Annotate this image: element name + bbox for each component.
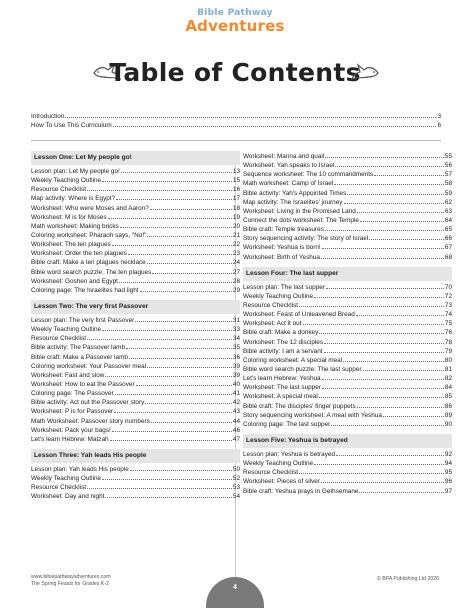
toc-entry[interactable] <box>243 419 452 428</box>
toc-entry[interactable] <box>31 361 240 370</box>
dot-leader <box>136 379 232 386</box>
toc-entry-label: Worksheet: P is for Passover <box>31 408 114 416</box>
toc-entry-label: Worksheet: Yah speaks to Israel <box>243 162 335 170</box>
dot-leader <box>331 419 444 426</box>
toc-entry-page: 80 <box>444 356 452 364</box>
toc-entry-page: 54 <box>232 493 240 501</box>
toc-entry-page: 95 <box>444 469 452 477</box>
dot-leader <box>383 410 444 417</box>
dot-leader <box>319 391 444 398</box>
toc-entry-page: 62 <box>444 198 452 206</box>
toc-entry-label: Worksheet: Pack your bags! <box>31 426 111 434</box>
dot-leader <box>140 285 232 292</box>
toc-entry[interactable] <box>243 151 452 160</box>
toc-entry-label: Map activity: The Israelites' journey <box>243 198 343 206</box>
dot-leader <box>152 267 232 274</box>
toc-entry-label: Math worksheet: Making bricks <box>31 222 119 230</box>
toc-entry[interactable] <box>31 193 240 202</box>
toc-entry[interactable] <box>31 175 240 184</box>
toc-entry[interactable] <box>31 239 240 248</box>
toc-entry[interactable] <box>243 309 452 318</box>
toc-entry-page: 33 <box>232 326 240 334</box>
toc-entry-page: 52 <box>232 475 240 483</box>
toc-entry[interactable] <box>31 397 240 406</box>
toc-entry-page: 72 <box>444 292 452 300</box>
dot-leader <box>321 476 444 483</box>
toc-entry[interactable] <box>31 379 240 388</box>
toc-entry-page: 57 <box>444 171 452 179</box>
toc-entry-page: 50 <box>232 465 240 473</box>
toc-entry-page: 78 <box>444 338 452 346</box>
dot-leader <box>303 318 444 325</box>
toc-entry[interactable] <box>31 111 441 120</box>
footer-subtitle: The Spring Feasts for Grades K-2 <box>31 581 109 587</box>
dot-leader <box>325 151 444 158</box>
dot-leader <box>347 188 444 195</box>
toc-entry-page: 53 <box>232 484 240 492</box>
toc-entry-label: Resource Checklist <box>31 335 87 343</box>
dot-leader <box>87 333 232 340</box>
toc-entry-label: Bible craft: Make a ten plagues necklace <box>31 259 146 267</box>
lesson-heading: Lesson Four: The last supper <box>243 267 452 281</box>
toc-entry-page: 76 <box>444 329 452 337</box>
toc-entry-page: 86 <box>444 402 452 410</box>
toc-entry[interactable] <box>31 212 240 221</box>
toc-entry[interactable] <box>31 230 240 239</box>
dot-leader <box>108 212 232 219</box>
dot-leader <box>336 449 444 456</box>
dot-leader <box>335 160 444 167</box>
toc-entry[interactable] <box>243 355 452 364</box>
dot-leader <box>129 352 232 359</box>
logo-line-1: Bible Pathway <box>197 8 273 18</box>
toc-entry-label: Lesson plan: The last supper <box>243 283 325 291</box>
toc-entry[interactable] <box>31 491 240 500</box>
toc-entry[interactable] <box>31 406 240 415</box>
dot-leader <box>112 239 232 246</box>
toc-entry-page: 42 <box>232 399 240 407</box>
toc-entry[interactable] <box>31 388 240 397</box>
dot-leader <box>120 221 232 228</box>
toc-entry[interactable] <box>243 206 452 215</box>
toc-entry-label: Weekly Teaching Outline <box>243 460 314 468</box>
toc-entry-label: Let's learn Hebrew: Matzah <box>31 435 109 443</box>
toc-entry-page: 79 <box>444 347 452 355</box>
toc-entry-label: Bible activity: Act out the Passover story <box>31 399 145 407</box>
dot-leader <box>357 401 444 408</box>
toc-entry-label: Worksheet: Manna and quail <box>243 153 325 160</box>
dot-leader <box>325 224 444 231</box>
toc-entry-page: 67 <box>444 244 452 252</box>
toc-entry-label: Bible activity: I am a servant <box>243 347 323 355</box>
dot-leader <box>356 309 444 316</box>
toc-entry-page: 34 <box>232 335 240 343</box>
dot-leader <box>299 300 444 307</box>
toc-entry-page: 15 <box>232 177 240 185</box>
toc-entry[interactable] <box>243 291 452 300</box>
toc-entry-page: 90 <box>444 420 452 428</box>
dot-leader <box>114 406 232 413</box>
toc-entry[interactable] <box>243 300 452 309</box>
toc-entry-label: Bible word search puzzle: The ten plagues <box>31 268 152 276</box>
dot-leader <box>357 206 444 213</box>
toc-entry-label: Coloring worksheet: Pharaoh says, "No!" <box>31 231 147 239</box>
toc-entry-page: 59 <box>444 189 452 197</box>
toc-entry[interactable] <box>243 467 452 476</box>
toc-entry-label: Worksheet: Act it out <box>243 320 302 328</box>
toc-entry[interactable] <box>31 184 240 193</box>
dot-leader <box>359 486 443 493</box>
toc-entry[interactable] <box>31 416 240 425</box>
toc-entry[interactable] <box>31 285 240 294</box>
dot-leader <box>110 434 232 441</box>
dot-leader <box>299 467 444 474</box>
toc-entry[interactable] <box>243 410 452 419</box>
dove-right-icon <box>350 63 380 83</box>
toc-entry-page: 44 <box>232 417 240 425</box>
toc-entry[interactable] <box>243 169 452 178</box>
toc-entry-page: 22 <box>232 241 240 249</box>
toc-entry-page: 36 <box>232 353 240 361</box>
toc-entry-page: 82 <box>444 375 452 383</box>
toc-entry-page: 68 <box>444 253 452 261</box>
logo-line-2: Adventures <box>185 17 285 35</box>
toc-entry-label: Story sequencing activity: The story of Israel <box>243 235 369 243</box>
toc-entry-label: Weekly Teaching Outline <box>243 292 314 300</box>
toc-entry-page: 74 <box>444 311 452 319</box>
toc-entry-page: 81 <box>444 365 452 373</box>
lesson-heading: Lesson Five: Yeshua is betrayed <box>243 434 452 448</box>
dot-leader <box>324 346 444 353</box>
dot-leader <box>119 276 232 283</box>
dot-leader <box>65 111 436 118</box>
toc-entry-label: Sequence worksheet: The 10 commandments <box>243 171 374 179</box>
toc-entry-label: Bible craft: Make a donkey <box>243 329 319 337</box>
dot-leader <box>105 370 231 377</box>
dot-leader <box>322 382 444 389</box>
toc-entry[interactable] <box>31 257 240 266</box>
toc-entry[interactable] <box>31 342 240 351</box>
dot-leader <box>87 482 232 489</box>
toc-entry[interactable] <box>243 160 452 169</box>
toc-entry[interactable] <box>243 215 452 224</box>
toc-entry-page: 58 <box>444 180 452 188</box>
toc-entry-label: How To Use This Curriculum <box>31 122 112 130</box>
lesson-heading: Lesson Three: Yah leads His people <box>31 449 240 463</box>
toc-entry-page: 89 <box>444 411 452 419</box>
toc-entry-label: Worksheet: Fast and slow <box>31 371 105 379</box>
toc-entry-label: Bible craft: Make a Passover lamb <box>31 353 128 361</box>
toc-entry-page: 92 <box>444 450 452 458</box>
toc-entry-label: Weekly Teaching Outline <box>31 326 102 334</box>
toc-entry-page: 41 <box>232 390 240 398</box>
toc-entry-label: Resource Checklist <box>243 301 299 309</box>
toc-entry[interactable] <box>243 178 452 187</box>
footer-copyright: © BPA Publishing Ltd 2026 <box>377 576 439 582</box>
dot-leader <box>324 337 444 344</box>
toc-entry-page: 64 <box>444 216 452 224</box>
dot-leader <box>130 464 232 471</box>
toc-entry-page: 27 <box>232 268 240 276</box>
toc-entry-page: 43 <box>232 408 240 416</box>
dot-leader <box>334 178 444 185</box>
dot-leader <box>147 361 232 368</box>
dot-leader <box>102 175 232 182</box>
toc-entry-page: 6 <box>437 122 441 130</box>
toc-entry-page: 47 <box>232 435 240 443</box>
dot-leader <box>112 425 232 432</box>
toc-entry[interactable] <box>243 373 452 382</box>
toc-entry-label: Map activity: Where is Egypt? <box>31 195 116 203</box>
toc-entry[interactable] <box>31 248 240 257</box>
toc-entry[interactable] <box>243 458 452 467</box>
toc-entry-label: Worksheet: How to eat the Passover <box>31 380 135 388</box>
toc-entry-label: Bible word search puzzle: The last supper <box>243 365 362 373</box>
toc-entry[interactable] <box>243 337 452 346</box>
footer-url[interactable]: www.biblepathwayadventures.com <box>31 574 111 580</box>
toc-entry-label: Worksheet: Pieces of silver <box>243 478 320 486</box>
toc-entry[interactable] <box>31 352 240 361</box>
toc-entry[interactable] <box>243 224 452 233</box>
toc-entry[interactable] <box>243 476 452 485</box>
publisher-logo <box>0 8 470 34</box>
toc-entry-label: Lesson plan: Yah leads His people <box>31 465 129 473</box>
toc-entry-page: 96 <box>444 478 452 486</box>
toc-entry-page: 56 <box>444 162 452 170</box>
toc-entry[interactable] <box>31 370 240 379</box>
toc-entry-label: Worksheet: A special meal <box>243 393 318 401</box>
toc-entry[interactable] <box>243 401 452 410</box>
dot-leader <box>147 230 232 237</box>
toc-entry-label: Bible activity: Yah's Appointed Times <box>243 189 347 197</box>
toc-entry-label: Resource Checklist <box>31 186 87 194</box>
toc-entry[interactable] <box>31 324 240 333</box>
toc-left-column <box>31 151 240 501</box>
dot-leader <box>363 364 444 371</box>
dot-leader <box>314 458 444 465</box>
dot-leader <box>128 248 232 255</box>
dot-leader <box>115 388 232 395</box>
toc-entry-page: 70 <box>444 283 452 291</box>
toc-entry-label: Coloring worksheet: Your Passover meal <box>31 362 147 370</box>
toc-entry[interactable] <box>31 482 240 491</box>
toc-entry[interactable] <box>31 333 240 342</box>
toc-entry-page: 85 <box>444 393 452 401</box>
toc-entry-label: Worksheet: Living in the Promised Land <box>243 207 356 215</box>
page-number-tab <box>206 577 264 608</box>
toc-entry-label: Weekly Teaching Outline <box>31 475 102 483</box>
toc-entry[interactable] <box>243 327 452 336</box>
toc-entry-page: 23 <box>232 250 240 258</box>
toc-entry-label: Coloring page: The last supper <box>243 420 331 428</box>
toc-entry-page: 55 <box>444 153 452 160</box>
dot-leader <box>102 473 232 480</box>
dot-leader <box>116 193 232 200</box>
toc-entry-page: 21 <box>232 231 240 239</box>
toc-entry[interactable] <box>31 473 240 482</box>
toc-entry-page: 19 <box>232 213 240 221</box>
toc-entry[interactable] <box>31 203 240 212</box>
toc-entry[interactable] <box>243 242 452 251</box>
lesson-heading: Lesson One: Let My people go! <box>31 151 240 165</box>
toc-entry-label: Worksheet: The last supper <box>243 384 321 392</box>
toc-entry[interactable] <box>243 391 452 400</box>
toc-entry[interactable] <box>243 486 452 495</box>
toc-entry-page: 73 <box>444 301 452 309</box>
toc-entry-label: Lesson plan: The very first Passover <box>31 316 135 324</box>
dot-leader <box>319 327 444 334</box>
toc-entry-page: 29 <box>232 286 240 294</box>
dot-leader <box>145 397 232 404</box>
toc-entry[interactable] <box>243 282 452 291</box>
toc-entry[interactable] <box>243 382 452 391</box>
toc-entry[interactable] <box>243 188 452 197</box>
toc-entry[interactable] <box>31 166 240 175</box>
toc-entry-page: 17 <box>232 195 240 203</box>
toc-entry[interactable] <box>31 221 240 230</box>
toc-entry-label: Coloring page: The Passover <box>31 390 114 398</box>
dot-leader <box>369 233 444 240</box>
dot-leader <box>314 291 444 298</box>
toc-entry-page: 65 <box>444 226 452 234</box>
toc-entry-label: Coloring worksheet: A special meal <box>243 356 343 364</box>
toc-entry-page: 13 <box>232 168 240 175</box>
toc-entry-label: Let's learn Hebrew: Yeshua <box>243 375 321 383</box>
toc-entry-label: Resource Checklist <box>243 469 299 477</box>
dot-leader <box>102 324 232 331</box>
dot-leader <box>151 416 232 423</box>
toc-entry-page: 20 <box>232 222 240 230</box>
toc-entry-page: 39 <box>232 371 240 379</box>
toc-entry-page: 39 <box>232 362 240 370</box>
toc-entry[interactable] <box>31 464 240 473</box>
toc-entry-page: 31 <box>232 316 240 324</box>
divider <box>31 140 441 141</box>
toc-entry[interactable] <box>243 197 452 206</box>
toc-entry[interactable] <box>31 425 240 434</box>
toc-entry-label: Connect the dots worksheet: The Temple <box>243 216 359 224</box>
dot-leader <box>87 184 232 191</box>
toc-entry[interactable] <box>243 233 452 242</box>
toc-entry-page: 40 <box>232 380 240 388</box>
toc-entry-label: Lesson plan: Let My people go! <box>31 168 120 175</box>
toc-entry[interactable] <box>31 276 240 285</box>
dot-leader <box>147 257 232 264</box>
dot-leader <box>135 315 232 322</box>
page-title: Table of Contents <box>109 58 361 87</box>
toc-entry-label: Bible craft: The disciples' finger puppets <box>243 402 356 410</box>
toc-entry-page: 24 <box>232 259 240 267</box>
dot-leader <box>322 373 444 380</box>
toc-entry-label: Worksheet: The 12 disciples <box>243 338 324 346</box>
dot-leader <box>344 197 444 204</box>
toc-entry-page: 63 <box>444 207 452 215</box>
dot-leader <box>105 491 231 498</box>
toc-entry-page: 46 <box>232 426 240 434</box>
toc-entry-page: 16 <box>232 186 240 194</box>
toc-entry[interactable] <box>243 346 452 355</box>
toc-entry-label: Worksheet: Goshen and Egypt <box>31 277 118 285</box>
toc-entry-page: 28 <box>232 277 240 285</box>
toc-entry[interactable] <box>31 434 240 443</box>
toc-entry[interactable] <box>243 318 452 327</box>
toc-entry-label: Coloring page: The Israelites had light <box>31 286 139 294</box>
toc-entry-label: Story sequencing worksheet: A meal with Yeshua <box>243 411 382 419</box>
toc-entry-page: 3 <box>437 113 441 120</box>
toc-entry-page: 75 <box>444 320 452 328</box>
toc-entry[interactable] <box>31 315 240 324</box>
toc-entry-label: Worksheet: Birth of Yeshua <box>243 253 320 261</box>
toc-entry-page: 66 <box>444 235 452 243</box>
toc-entry-page: 97 <box>444 487 452 495</box>
page-number: 4 <box>233 584 237 591</box>
dot-leader <box>113 120 437 127</box>
toc-entry-label: Bible craft: Yeshua prays in Gethsemane <box>243 487 359 495</box>
toc-right-column <box>243 151 452 495</box>
dot-leader <box>126 342 232 349</box>
dot-leader <box>150 203 232 210</box>
toc-entry-page: 84 <box>444 384 452 392</box>
toc-entry-label: Lesson plan: Yeshua is betrayed <box>243 450 336 458</box>
toc-entry-label: Math Worksheet: Passover story numbers <box>31 417 150 425</box>
footer-left <box>31 574 111 588</box>
toc-entry-label: Worksheet: Order the ten plagues <box>31 250 127 258</box>
toc-entry[interactable] <box>243 252 452 261</box>
toc-entry[interactable] <box>243 449 452 458</box>
toc-entry-page: 94 <box>444 460 452 468</box>
dot-leader <box>360 215 444 222</box>
toc-entry[interactable] <box>31 120 441 129</box>
title-row <box>0 58 470 88</box>
dot-leader <box>326 282 444 289</box>
toc-entry-label: Resource Checklist <box>31 484 87 492</box>
toc-entry[interactable] <box>31 267 240 276</box>
toc-entry-label: Worksheet: Feast of Unleavened Bread <box>243 311 355 319</box>
toc-entry-label: Weekly Teaching Outline <box>31 177 102 185</box>
toc-entry-label: Worksheet: M is for Moses <box>31 213 107 221</box>
toc-entry-label: Bible craft: Temple treasures <box>243 226 324 234</box>
toc-entry-label: Worksheet: Day and night <box>31 493 105 501</box>
dot-leader <box>321 252 444 259</box>
toc-entry-label: Bible activity: The Passover lamb <box>31 344 126 352</box>
toc-entry-label: Worksheet: Yeshua is born! <box>243 244 321 252</box>
dot-leader <box>322 242 444 249</box>
dot-leader <box>374 169 444 176</box>
toc-entry-label: Math worksheet: Camp of Israel <box>243 180 334 188</box>
intro-list <box>31 111 441 129</box>
toc-entry-label: Introduction <box>31 113 65 120</box>
toc-entry-page: 35 <box>232 344 240 352</box>
toc-entry-page: 18 <box>232 204 240 212</box>
dot-leader <box>121 166 232 173</box>
lesson-heading: Lesson Two: The very first Passover <box>31 300 240 314</box>
toc-entry-label: Worksheet: Who were Moses and Aaron? <box>31 204 149 212</box>
toc-entry-label: Worksheet: The ten plagues <box>31 241 111 249</box>
dot-leader <box>343 355 444 362</box>
toc-entry[interactable] <box>243 364 452 373</box>
